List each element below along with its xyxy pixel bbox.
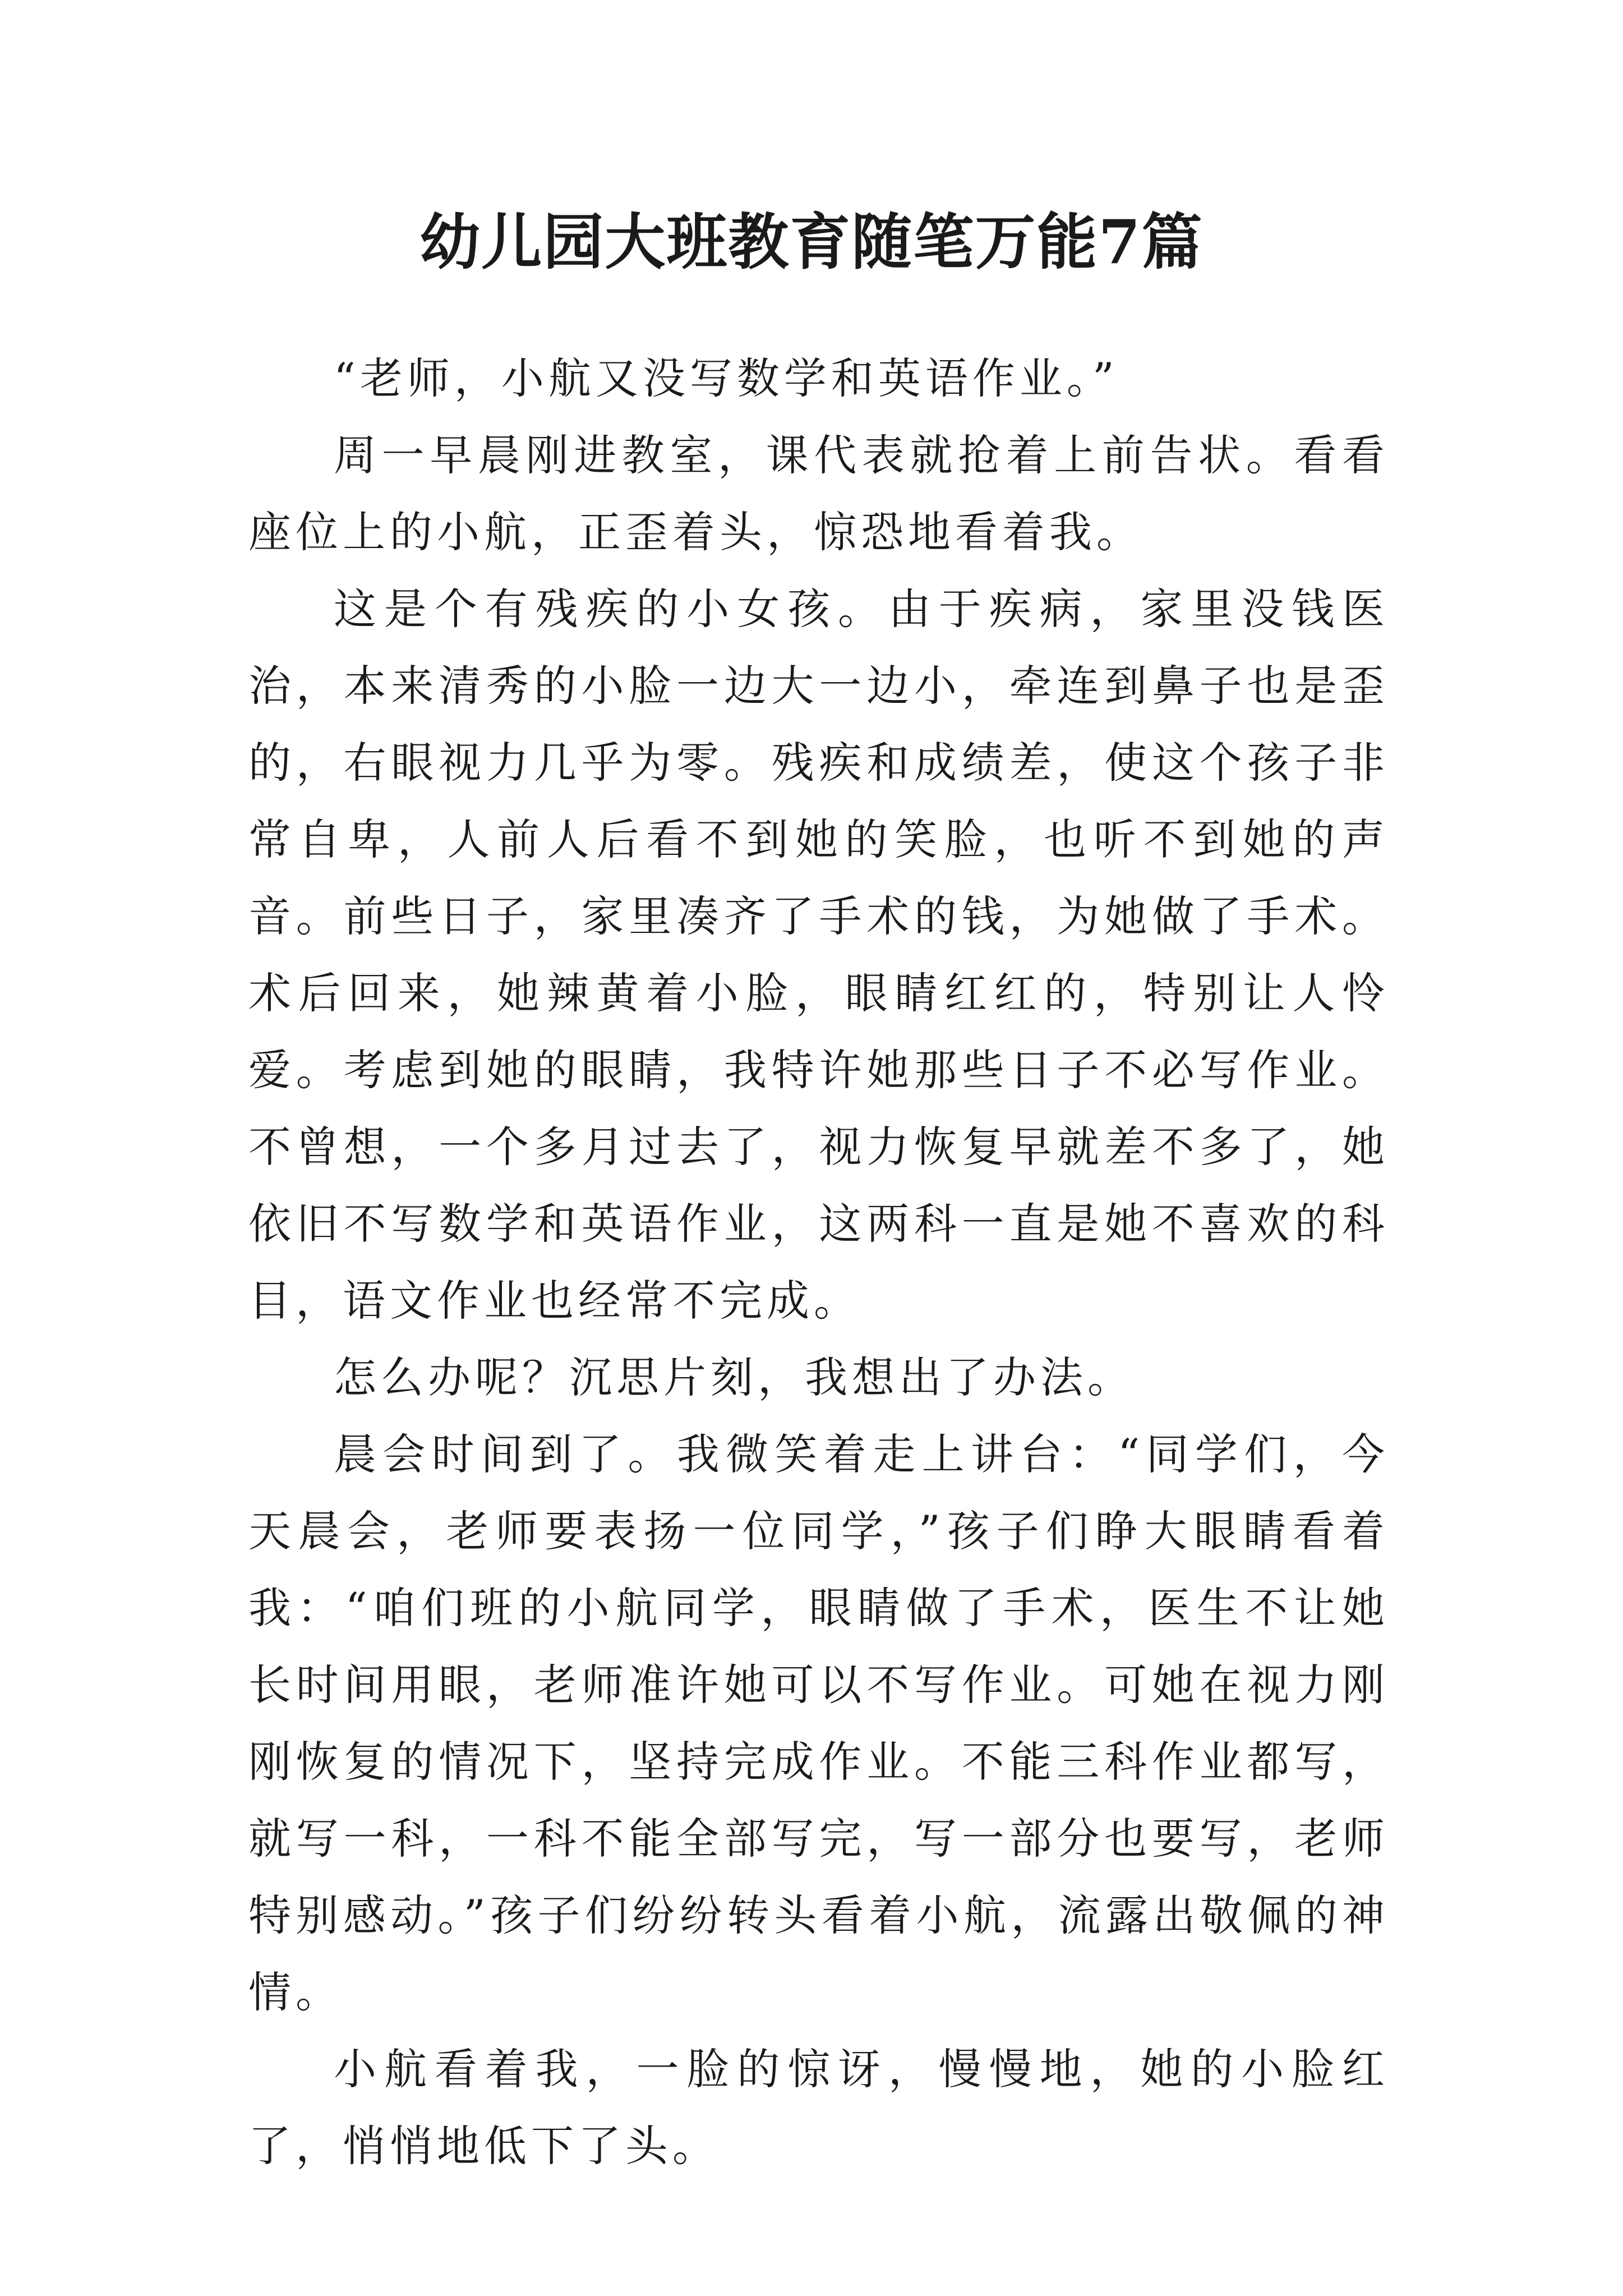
paragraph-6: 小航看着我，一脸的惊讶，慢慢地，她的小脸红了，悄悄地低下了头。	[248, 2044, 1389, 2171]
document-body	[248, 340, 1389, 2184]
paragraph-2: 周一早晨刚进教室，课代表就抢着上前告状。看看座位上的小航，正歪着头，惊恐地看着我。	[248, 430, 1389, 557]
paragraph-4: 怎么办呢？沉思片刻，我想出了办法。	[334, 1352, 1135, 1402]
paragraph-1: “老师，小航又没写数学和英语作业。”	[334, 353, 1119, 403]
paragraph-5: 晨会时间到了。我微笑着走上讲台：“同学们，今天晨会，老师要表扬一位同学，”孩子们睁大眼睛看着我：“咱们班的小航同学，眼睛做了手术，医生不让她长时间用眼，老师准许她可以不写作业。可她在视力刚刚恢复的情况下，坚持完成作业。不能三科作业都写，就写一科，一科不能全部写完，写一部分也要写，老师特别感动。”孩子们纷纷转头看着小航，流露出敬佩的神情。	[248, 1429, 1389, 2017]
document-title: 幼儿园大班教育随笔万能7篇	[419, 207, 1204, 278]
paragraph-3: 这是个有残疾的小女孩。由于疾病，家里没钱医治，本来清秀的小脸一边大一边小，牵连到鼻子也是歪的，右眼视力几乎为零。残疾和成绩差，使这个孩子非常自卑，人前人后看不到她的笑脸，也听不到她的声音。前些日子，家里凑齐了手术的钱，为她做了手术。术后回来，她辣黄着小脸，眼睛红红的，特别让人怜爱。考虑到她的眼睛，我特许她那些日子不必写作业。不曾想，一个多月过去了，视力恢复早就差不多了，她依旧不写数学和英语作业，这两科一直是她不喜欢的科目，语文作业也经常不完成。	[248, 584, 1389, 1326]
